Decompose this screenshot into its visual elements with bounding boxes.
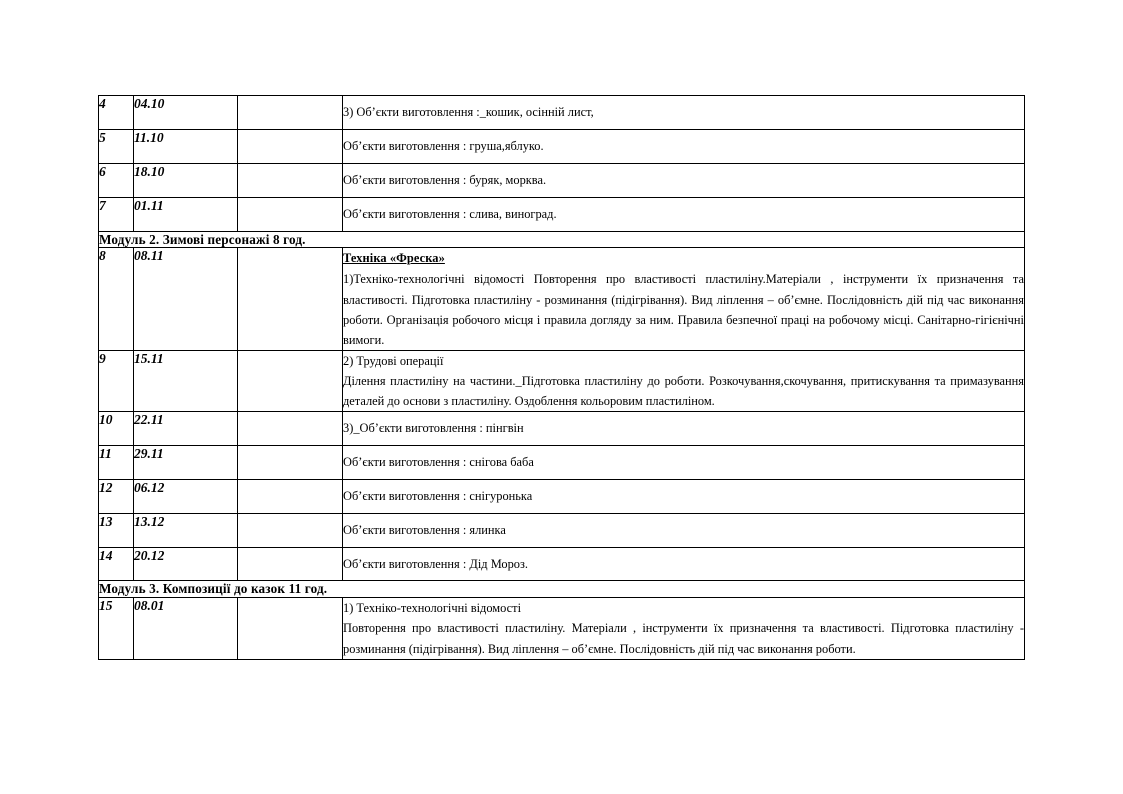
table-row <box>99 96 1025 130</box>
row-content: Об’єкти виготовлення : снігова баба <box>343 445 1025 479</box>
row-number: 4 <box>99 96 134 130</box>
row-content: Об’єкти виготовлення : груша,яблуко. <box>343 129 1025 163</box>
content-paragraph: Ділення пластиліну на частини._Підготовка пластиліну до роботи. Розкочування,скочування, притискування та примазування деталей до основи з пластиліну. Оздоблення кольоровим пластиліном. <box>343 373 1024 408</box>
row-number: 10 <box>99 412 134 446</box>
table-row <box>99 513 1025 547</box>
table-row <box>99 479 1025 513</box>
table-row <box>99 598 1025 659</box>
row-number: 9 <box>99 350 134 411</box>
row-empty-cell <box>238 129 343 163</box>
row-number: 12 <box>99 479 134 513</box>
table-row <box>99 197 1025 231</box>
lesson-plan-table <box>98 95 1025 660</box>
table-row <box>99 412 1025 446</box>
row-content <box>343 350 1025 411</box>
row-empty-cell <box>238 412 343 446</box>
row-date: 08.01 <box>134 598 238 659</box>
row-empty-cell <box>238 513 343 547</box>
module-title: Модуль 2. Зимові персонажі 8 год. <box>99 231 1025 248</box>
table-container <box>98 95 1024 660</box>
row-content: Об’єкти виготовлення : снігуронька <box>343 479 1025 513</box>
row-number: 7 <box>99 197 134 231</box>
row-number: 6 <box>99 163 134 197</box>
row-content: 3) Об’єкти виготовлення :_кошик, осінній лист, <box>343 96 1025 130</box>
content-paragraph: Повторення про властивості пластиліну. Матеріали , інструменти їх призначення та властивості. Підготовка пластиліну - розминання (підігрівання). Вид ліплення – об’ємне. Послідовність дій під час виконання роботи. <box>343 621 1024 656</box>
row-empty-cell <box>238 197 343 231</box>
content-paragraph: 1)Техніко-технологічні відомості Повторення про властивості пластиліну.Матеріали , інструменти їх призначення та властивості. Підготовка пластиліну - розминання (підігрівання). Вид ліплення – об’ємне. Послідовність дій під час виконання роботи. Організація робочого місця і правила догляду за ним. Правила безпечної праці на робочому місці. Санітарно-гігієнічні вимоги. <box>343 272 1024 347</box>
row-empty-cell <box>238 350 343 411</box>
row-date: 20.12 <box>134 547 238 581</box>
table-row <box>99 163 1025 197</box>
row-empty-cell <box>238 547 343 581</box>
content-heading: 2) Трудові операції <box>343 353 444 368</box>
row-date: 11.10 <box>134 129 238 163</box>
row-empty-cell <box>238 598 343 659</box>
row-empty-cell <box>238 445 343 479</box>
row-date: 22.11 <box>134 412 238 446</box>
row-content: 3)_Об’єкти виготовлення : пінгвін <box>343 412 1025 446</box>
row-date: 04.10 <box>134 96 238 130</box>
table-body <box>99 96 1025 660</box>
row-number: 14 <box>99 547 134 581</box>
row-number: 8 <box>99 248 134 350</box>
row-empty-cell <box>238 163 343 197</box>
row-date: 15.11 <box>134 350 238 411</box>
row-number: 13 <box>99 513 134 547</box>
module-header-row <box>99 581 1025 598</box>
row-content <box>343 248 1025 350</box>
row-number: 5 <box>99 129 134 163</box>
module-header-row <box>99 231 1025 248</box>
table-row <box>99 350 1025 411</box>
row-date: 13.12 <box>134 513 238 547</box>
content-heading: 1) Техніко-технологічні відомості <box>343 601 522 616</box>
row-number: 15 <box>99 598 134 659</box>
row-empty-cell <box>238 96 343 130</box>
row-date: 29.11 <box>134 445 238 479</box>
module-title: Модуль 3. Композиції до казок 11 год. <box>99 581 1025 598</box>
row-content: Об’єкти виготовлення : буряк, морква. <box>343 163 1025 197</box>
row-content: Об’єкти виготовлення : ялинка <box>343 513 1025 547</box>
row-date: 01.11 <box>134 197 238 231</box>
row-number: 11 <box>99 445 134 479</box>
table-row <box>99 248 1025 350</box>
row-content <box>343 598 1025 659</box>
row-date: 18.10 <box>134 163 238 197</box>
row-date: 08.11 <box>134 248 238 350</box>
row-empty-cell <box>238 248 343 350</box>
table-row <box>99 129 1025 163</box>
content-heading: Техніка «Фреска» <box>343 251 445 266</box>
table-row <box>99 547 1025 581</box>
row-date: 06.12 <box>134 479 238 513</box>
row-content: Об’єкти виготовлення : слива, виноград. <box>343 197 1025 231</box>
row-empty-cell <box>238 479 343 513</box>
row-content: Об’єкти виготовлення : Дід Мороз. <box>343 547 1025 581</box>
table-row <box>99 445 1025 479</box>
